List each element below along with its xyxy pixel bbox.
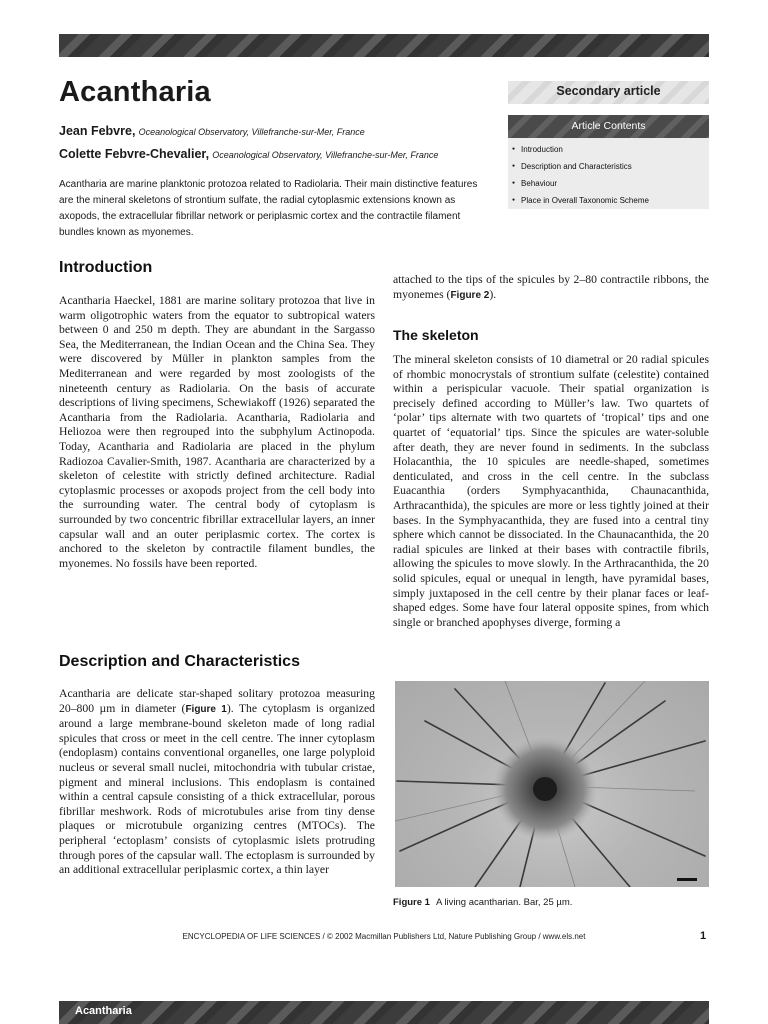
author-affiliation: Oceanological Observatory, Villefranche-sur-Mer, France — [138, 127, 365, 137]
header-band — [59, 34, 709, 57]
skeleton-text: The mineral skeleton consists of 10 diametral or 20 radial spicules of rhombic monocrystals of strontium sulfate (celestite) contained within a perispicular vacuole. Their spatial organization is precisely defined according to Müller’s law. Two quartets of ‘polar’ tips alternate with two quartets of ‘tropical’ tips and one quartet of ‘equatorial’ tips. Since the spicules are water-soluble after death, they are never found in sediments. In the subclass Holacanthia, the 10 spicules are needle-shaped, sometimes denticulated, and cross in the cell centre. In the subclass Euacanthia (orders Symphyacanthida, Chaunacanthida, Arthracanthida), the spicules are more or less tightly joined at their bases. In the Symphyacanthida, they are fused into a central tiny sphere which cannot be dissociated. In the Chaunacanthida, the 20 radial spicules are linked at their bases with contractile fibrils, allowing the spicules to move slowly. In the Arthracanthida, the 20 solid spicules, equal or unequal in length, have pyramidal bases, simply juxtaposed in the cell centre by their planar faces or leaf-shaped edges. Some have four lateral opposite spines, from which single or branched apophyses diverge, forming a — [393, 353, 709, 629]
description-text — [59, 687, 375, 878]
author-name: Jean Febvre, — [59, 124, 136, 138]
introduction-text: Acantharia Haeckel, 1881 are marine solitary protozoa that live in warm oligotrophic waters from the equator to subtropical waters between 0 and 250 m depth. They are abundant in the Sargasso Sea, the Mediterranean, the Indian Ocean and the China Sea. They were discovered by Müller in plankton samples from the Mediterranean and were regarded by most zoologists of the nineteenth century as Radiolaria. On the basis of accurate descriptions of living specimens, Schewiakoff (1926) separated the Acantharia from the Radiolaria. Acantharia, Radiolaria and Heliozoa were then regrouped into the subphylum Actinopoda. Today, Acantharia and Radiolaria are placed in the phylum Radiozoa Cavalier-Smith, 1987. Acantharia are characterized by a skeleton of celestite with strictly defined architecture. Radial cytoplasmic processes or axopods project from the cell body into the surrounding water. The central body of cytoplasm is surrounded by two concentric fibrillar extracellular layers, an inner capsular wall and an outer periplasmic cortex. The cortex is anchored to the skeleton by contractile filament bundles, the myonemes. No fossils have been reported. — [59, 294, 375, 570]
continuation-text-b: ). — [489, 287, 497, 301]
author-affiliation: Oceanological Observatory, Villefranche-sur-Mer, France — [212, 150, 439, 160]
page-number: 1 — [700, 930, 707, 942]
contents-item-behaviour[interactable]: ● Behaviour — [512, 175, 709, 192]
figure-1-micrograph — [395, 681, 709, 887]
author-name: Colette Febvre-Chevalier, — [59, 147, 210, 161]
author-2 — [59, 143, 499, 166]
article-contents-box — [508, 115, 709, 209]
central-capsule — [533, 777, 557, 801]
footer-band — [59, 1001, 709, 1024]
description-text-b: ). The cytoplasm is organized around a large membrane-bound skeleton made of long radial spicules that cross or meet in the cell centre. The inner cytoplasm (endoplasm) contains conventional organelles, one large polyploid nucleus or several small nuclei, mitochondria with tubular cristae, pigment and mineral inclusions. This endoplasm is contained within a central capsule consisting of a thick extracellular, porous fibrillar meshwork. Rods of microtubules arise from tiny dense plaques or microtubule organizing centres (MTOCs). The peripheral ‘ectoplasm’ consists of cytoplasmic islets protruding through pores of the capsular wall. The ectoplasm is surrounded by an additional extracellular periplasmic cortex, a thin layer — [59, 701, 375, 877]
contents-list — [508, 138, 709, 209]
figure-caption-text: A living acantharian. Bar, 25 µm. — [435, 897, 573, 908]
figure-1-link[interactable]: Figure 1 — [185, 703, 227, 715]
figure-2-link[interactable]: Figure 2 — [450, 289, 490, 301]
author-1 — [59, 120, 499, 143]
abstract: Acantharia are marine planktonic protozoa related to Radiolaria. Their main distinctive features are the mineral skeletons of strontium sulfate, the radial cytoplasmic extensions known as axopods, the extracellular fibrillar network or periplasmic cortex and the contractile filament bundles known as myonemes. — [59, 179, 478, 238]
article-contents-title: Article Contents — [508, 115, 709, 138]
figure-label: Figure 1 — [393, 897, 430, 908]
acantharian-image — [395, 681, 709, 887]
description-text-a: Acantharia are delicate star-shaped solitary protozoa measuring 20–800 µm in diameter ( — [59, 687, 375, 715]
introduction-heading: Introduction — [59, 259, 153, 276]
continuation-text — [393, 273, 709, 303]
description-heading: Description and Characteristics — [59, 653, 300, 670]
running-title: Acantharia — [75, 1005, 132, 1017]
skeleton-heading: The skeleton — [393, 327, 479, 343]
secondary-article-label: Secondary article — [556, 84, 661, 98]
author-list — [59, 120, 499, 166]
footer-citation: ENCYCLOPEDIA OF LIFE SCIENCES / © 2002 Macmillan Publishers Ltd, Nature Publishing Group / www.els.net — [182, 932, 586, 941]
figure-caption — [393, 897, 572, 908]
secondary-article-badge — [508, 81, 709, 104]
scale-bar — [677, 878, 697, 881]
continuation-text-a: attached to the tips of the spicules by 2–80 contractile ribbons, the myonemes ( — [393, 273, 709, 301]
contents-item-introduction[interactable]: ● Introduction — [512, 141, 709, 158]
contents-item-taxonomy[interactable]: ● Place in Overall Taxonomic Scheme — [512, 192, 709, 209]
article-title: Acantharia — [59, 76, 211, 108]
contents-item-description[interactable]: ● Description and Characteristics — [512, 158, 709, 175]
